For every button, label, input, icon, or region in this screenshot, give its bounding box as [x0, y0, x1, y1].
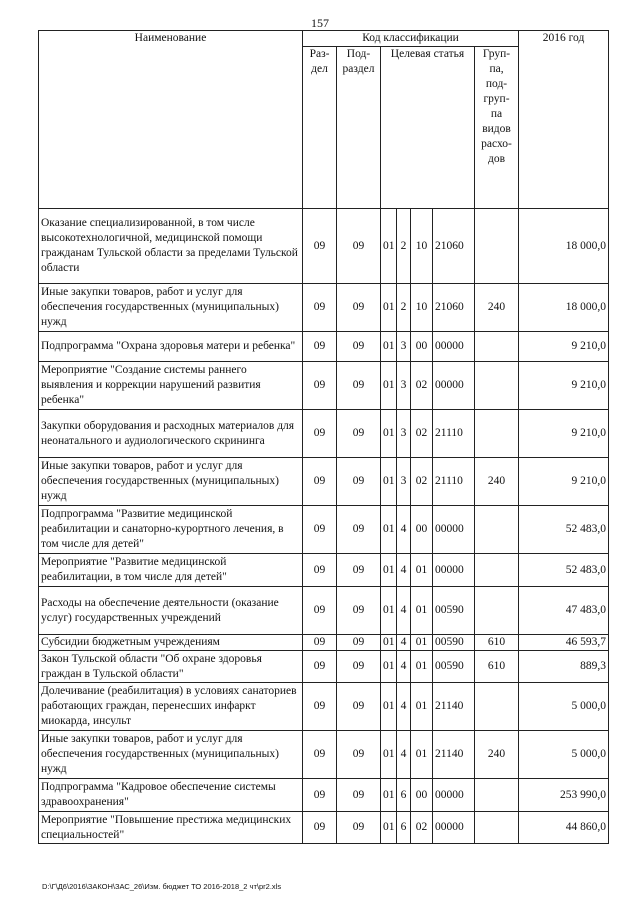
row-subsection: 09 — [337, 731, 381, 779]
row-target-program: 01 — [381, 284, 397, 332]
row-expense-group: 240 — [475, 731, 519, 779]
table-row — [39, 506, 609, 554]
row-subsection: 09 — [337, 779, 381, 812]
row-target-direction: 00000 — [433, 779, 475, 812]
row-expense-group — [475, 554, 519, 587]
row-expense-group — [475, 683, 519, 731]
row-target-program: 01 — [381, 554, 397, 587]
row-target-program: 01 — [381, 812, 397, 844]
row-section: 09 — [303, 362, 337, 410]
row-subsection: 09 — [337, 458, 381, 506]
row-expense-group — [475, 506, 519, 554]
row-target-direction: 00000 — [433, 506, 475, 554]
row-section: 09 — [303, 410, 337, 458]
table-row — [39, 635, 609, 651]
row-section: 09 — [303, 458, 337, 506]
row-target-direction: 00590 — [433, 587, 475, 635]
row-expense-group — [475, 410, 519, 458]
table-row — [39, 812, 609, 844]
header-year: 2016 год — [519, 31, 609, 209]
row-target-direction: 00000 — [433, 362, 475, 410]
row-target-direction: 21110 — [433, 410, 475, 458]
table-row — [39, 410, 609, 458]
row-expense-group — [475, 779, 519, 812]
row-target-direction: 21140 — [433, 731, 475, 779]
row-subsection: 09 — [337, 554, 381, 587]
row-target-event: 02 — [411, 362, 433, 410]
row-name: Мероприятие "Создание системы раннего выявления и коррекции нарушений развития ребенка" — [39, 362, 303, 410]
header-classification: Код классификации — [303, 31, 519, 47]
file-path-footer: D:\Г\Д6\2016\ЗАКОН\ЗАС_26\Изм. бюджет ТО 2016-2018_2 чт\pr2.xls — [42, 882, 282, 891]
row-section: 09 — [303, 554, 337, 587]
row-amount: 253 990,0 — [519, 779, 609, 812]
row-name: Иные закупки товаров, работ и услуг для обеспечения государственных (муниципальных) нужд — [39, 458, 303, 506]
table-row — [39, 554, 609, 587]
row-expense-group: 610 — [475, 651, 519, 683]
row-amount: 5 000,0 — [519, 731, 609, 779]
row-section: 09 — [303, 731, 337, 779]
budget-table — [38, 30, 609, 844]
row-target-direction: 21060 — [433, 209, 475, 284]
row-subsection: 09 — [337, 362, 381, 410]
row-target-event: 02 — [411, 458, 433, 506]
row-name: Закупки оборудования и расходных материалов для неонатального и аудиологического скрининга — [39, 410, 303, 458]
row-name: Подпрограмма "Развитие медицинской реабилитации и санаторно-курортного лечения, в том числе для детей" — [39, 506, 303, 554]
row-expense-group — [475, 332, 519, 362]
row-subsection: 09 — [337, 209, 381, 284]
table-row — [39, 284, 609, 332]
row-target-program: 01 — [381, 410, 397, 458]
row-name: Оказание специализированной, в том числе высокотехнологичной, медицинской помощи гражданам Тульской области за пределами Тульской области — [39, 209, 303, 284]
row-target-program: 01 — [381, 731, 397, 779]
row-amount: 9 210,0 — [519, 410, 609, 458]
row-expense-group: 610 — [475, 635, 519, 651]
row-target-event: 00 — [411, 332, 433, 362]
row-target-event: 01 — [411, 731, 433, 779]
row-amount: 18 000,0 — [519, 209, 609, 284]
row-target-event: 10 — [411, 209, 433, 284]
table-row — [39, 587, 609, 635]
row-expense-group — [475, 812, 519, 844]
row-target-direction: 21110 — [433, 458, 475, 506]
row-amount: 5 000,0 — [519, 683, 609, 731]
row-expense-group — [475, 209, 519, 284]
row-name: Расходы на обеспечение деятельности (оказание услуг) государственных учреждений — [39, 587, 303, 635]
header-row-top — [39, 31, 609, 47]
row-section: 09 — [303, 812, 337, 844]
row-target-subprogram: 4 — [397, 587, 411, 635]
header-group: Груп- па, под- груп- па видов расхо- дов — [475, 47, 519, 209]
row-target-direction: 00000 — [433, 554, 475, 587]
row-target-subprogram: 4 — [397, 651, 411, 683]
row-subsection: 09 — [337, 587, 381, 635]
row-expense-group — [475, 587, 519, 635]
row-section: 09 — [303, 635, 337, 651]
row-subsection: 09 — [337, 506, 381, 554]
row-target-event: 01 — [411, 587, 433, 635]
header-target: Целевая статья — [381, 47, 475, 209]
row-target-direction: 00000 — [433, 332, 475, 362]
row-name: Долечивание (реабилитация) в условиях санаториев работающих граждан, перенесших инфаркт миокарда, инсульт — [39, 683, 303, 731]
row-target-program: 01 — [381, 651, 397, 683]
row-target-subprogram: 2 — [397, 209, 411, 284]
row-target-subprogram: 3 — [397, 332, 411, 362]
row-amount: 18 000,0 — [519, 284, 609, 332]
header-section: Раз- дел — [303, 47, 337, 209]
row-target-program: 01 — [381, 779, 397, 812]
row-target-subprogram: 4 — [397, 635, 411, 651]
row-target-program: 01 — [381, 332, 397, 362]
row-section: 09 — [303, 506, 337, 554]
row-target-direction: 00590 — [433, 635, 475, 651]
row-target-event: 01 — [411, 651, 433, 683]
row-target-event: 01 — [411, 554, 433, 587]
row-target-program: 01 — [381, 587, 397, 635]
page-number: 157 — [311, 16, 329, 30]
row-target-subprogram: 4 — [397, 506, 411, 554]
row-subsection: 09 — [337, 284, 381, 332]
row-name: Мероприятие "Повышение престижа медицинских специальностей" — [39, 812, 303, 844]
header-subsection: Под- раздел — [337, 47, 381, 209]
row-name: Закон Тульской области "Об охране здоровья граждан в Тульской области" — [39, 651, 303, 683]
row-name: Мероприятие "Развитие медицинской реабилитации, в том числе для детей" — [39, 554, 303, 587]
row-expense-group: 240 — [475, 458, 519, 506]
row-subsection: 09 — [337, 635, 381, 651]
row-expense-group — [475, 362, 519, 410]
table-row — [39, 209, 609, 284]
row-target-event: 02 — [411, 812, 433, 844]
row-name: Субсидии бюджетным учреждениям — [39, 635, 303, 651]
row-section: 09 — [303, 683, 337, 731]
row-name: Иные закупки товаров, работ и услуг для обеспечения государственных (муниципальных) нужд — [39, 284, 303, 332]
row-target-program: 01 — [381, 683, 397, 731]
row-target-program: 01 — [381, 458, 397, 506]
row-section: 09 — [303, 779, 337, 812]
row-amount: 47 483,0 — [519, 587, 609, 635]
row-target-event: 02 — [411, 410, 433, 458]
table-row — [39, 458, 609, 506]
row-target-program: 01 — [381, 209, 397, 284]
row-target-direction: 00000 — [433, 812, 475, 844]
row-target-program: 01 — [381, 506, 397, 554]
row-target-program: 01 — [381, 362, 397, 410]
row-amount: 52 483,0 — [519, 554, 609, 587]
row-subsection: 09 — [337, 410, 381, 458]
row-target-event: 10 — [411, 284, 433, 332]
row-target-program: 01 — [381, 635, 397, 651]
row-amount: 52 483,0 — [519, 506, 609, 554]
row-name: Подпрограмма "Кадровое обеспечение системы здравоохранения" — [39, 779, 303, 812]
row-target-subprogram: 4 — [397, 731, 411, 779]
row-target-event: 01 — [411, 683, 433, 731]
row-target-subprogram: 6 — [397, 779, 411, 812]
row-name: Подпрограмма "Охрана здоровья матери и ребенка" — [39, 332, 303, 362]
header-name: Наименование — [39, 31, 303, 209]
row-target-direction: 21060 — [433, 284, 475, 332]
row-section: 09 — [303, 209, 337, 284]
table-row — [39, 779, 609, 812]
row-target-direction: 21140 — [433, 683, 475, 731]
row-section: 09 — [303, 284, 337, 332]
row-target-subprogram: 2 — [397, 284, 411, 332]
row-subsection: 09 — [337, 812, 381, 844]
row-section: 09 — [303, 651, 337, 683]
row-target-subprogram: 4 — [397, 554, 411, 587]
row-section: 09 — [303, 332, 337, 362]
row-target-event: 01 — [411, 635, 433, 651]
row-section: 09 — [303, 587, 337, 635]
row-amount: 46 593,7 — [519, 635, 609, 651]
row-target-subprogram: 3 — [397, 410, 411, 458]
row-target-subprogram: 6 — [397, 812, 411, 844]
row-target-direction: 00590 — [433, 651, 475, 683]
table-row — [39, 332, 609, 362]
row-subsection: 09 — [337, 683, 381, 731]
row-expense-group: 240 — [475, 284, 519, 332]
row-target-event: 00 — [411, 779, 433, 812]
row-amount: 9 210,0 — [519, 332, 609, 362]
table-row — [39, 651, 609, 683]
row-target-subprogram: 3 — [397, 458, 411, 506]
row-target-event: 00 — [411, 506, 433, 554]
row-target-subprogram: 4 — [397, 683, 411, 731]
row-name: Иные закупки товаров, работ и услуг для обеспечения государственных (муниципальных) нужд — [39, 731, 303, 779]
row-amount: 889,3 — [519, 651, 609, 683]
table-row — [39, 731, 609, 779]
row-amount: 44 860,0 — [519, 812, 609, 844]
table-body — [39, 209, 609, 844]
table-row — [39, 362, 609, 410]
row-amount: 9 210,0 — [519, 362, 609, 410]
row-subsection: 09 — [337, 651, 381, 683]
row-subsection: 09 — [337, 332, 381, 362]
row-target-subprogram: 3 — [397, 362, 411, 410]
table-row — [39, 683, 609, 731]
row-amount: 9 210,0 — [519, 458, 609, 506]
